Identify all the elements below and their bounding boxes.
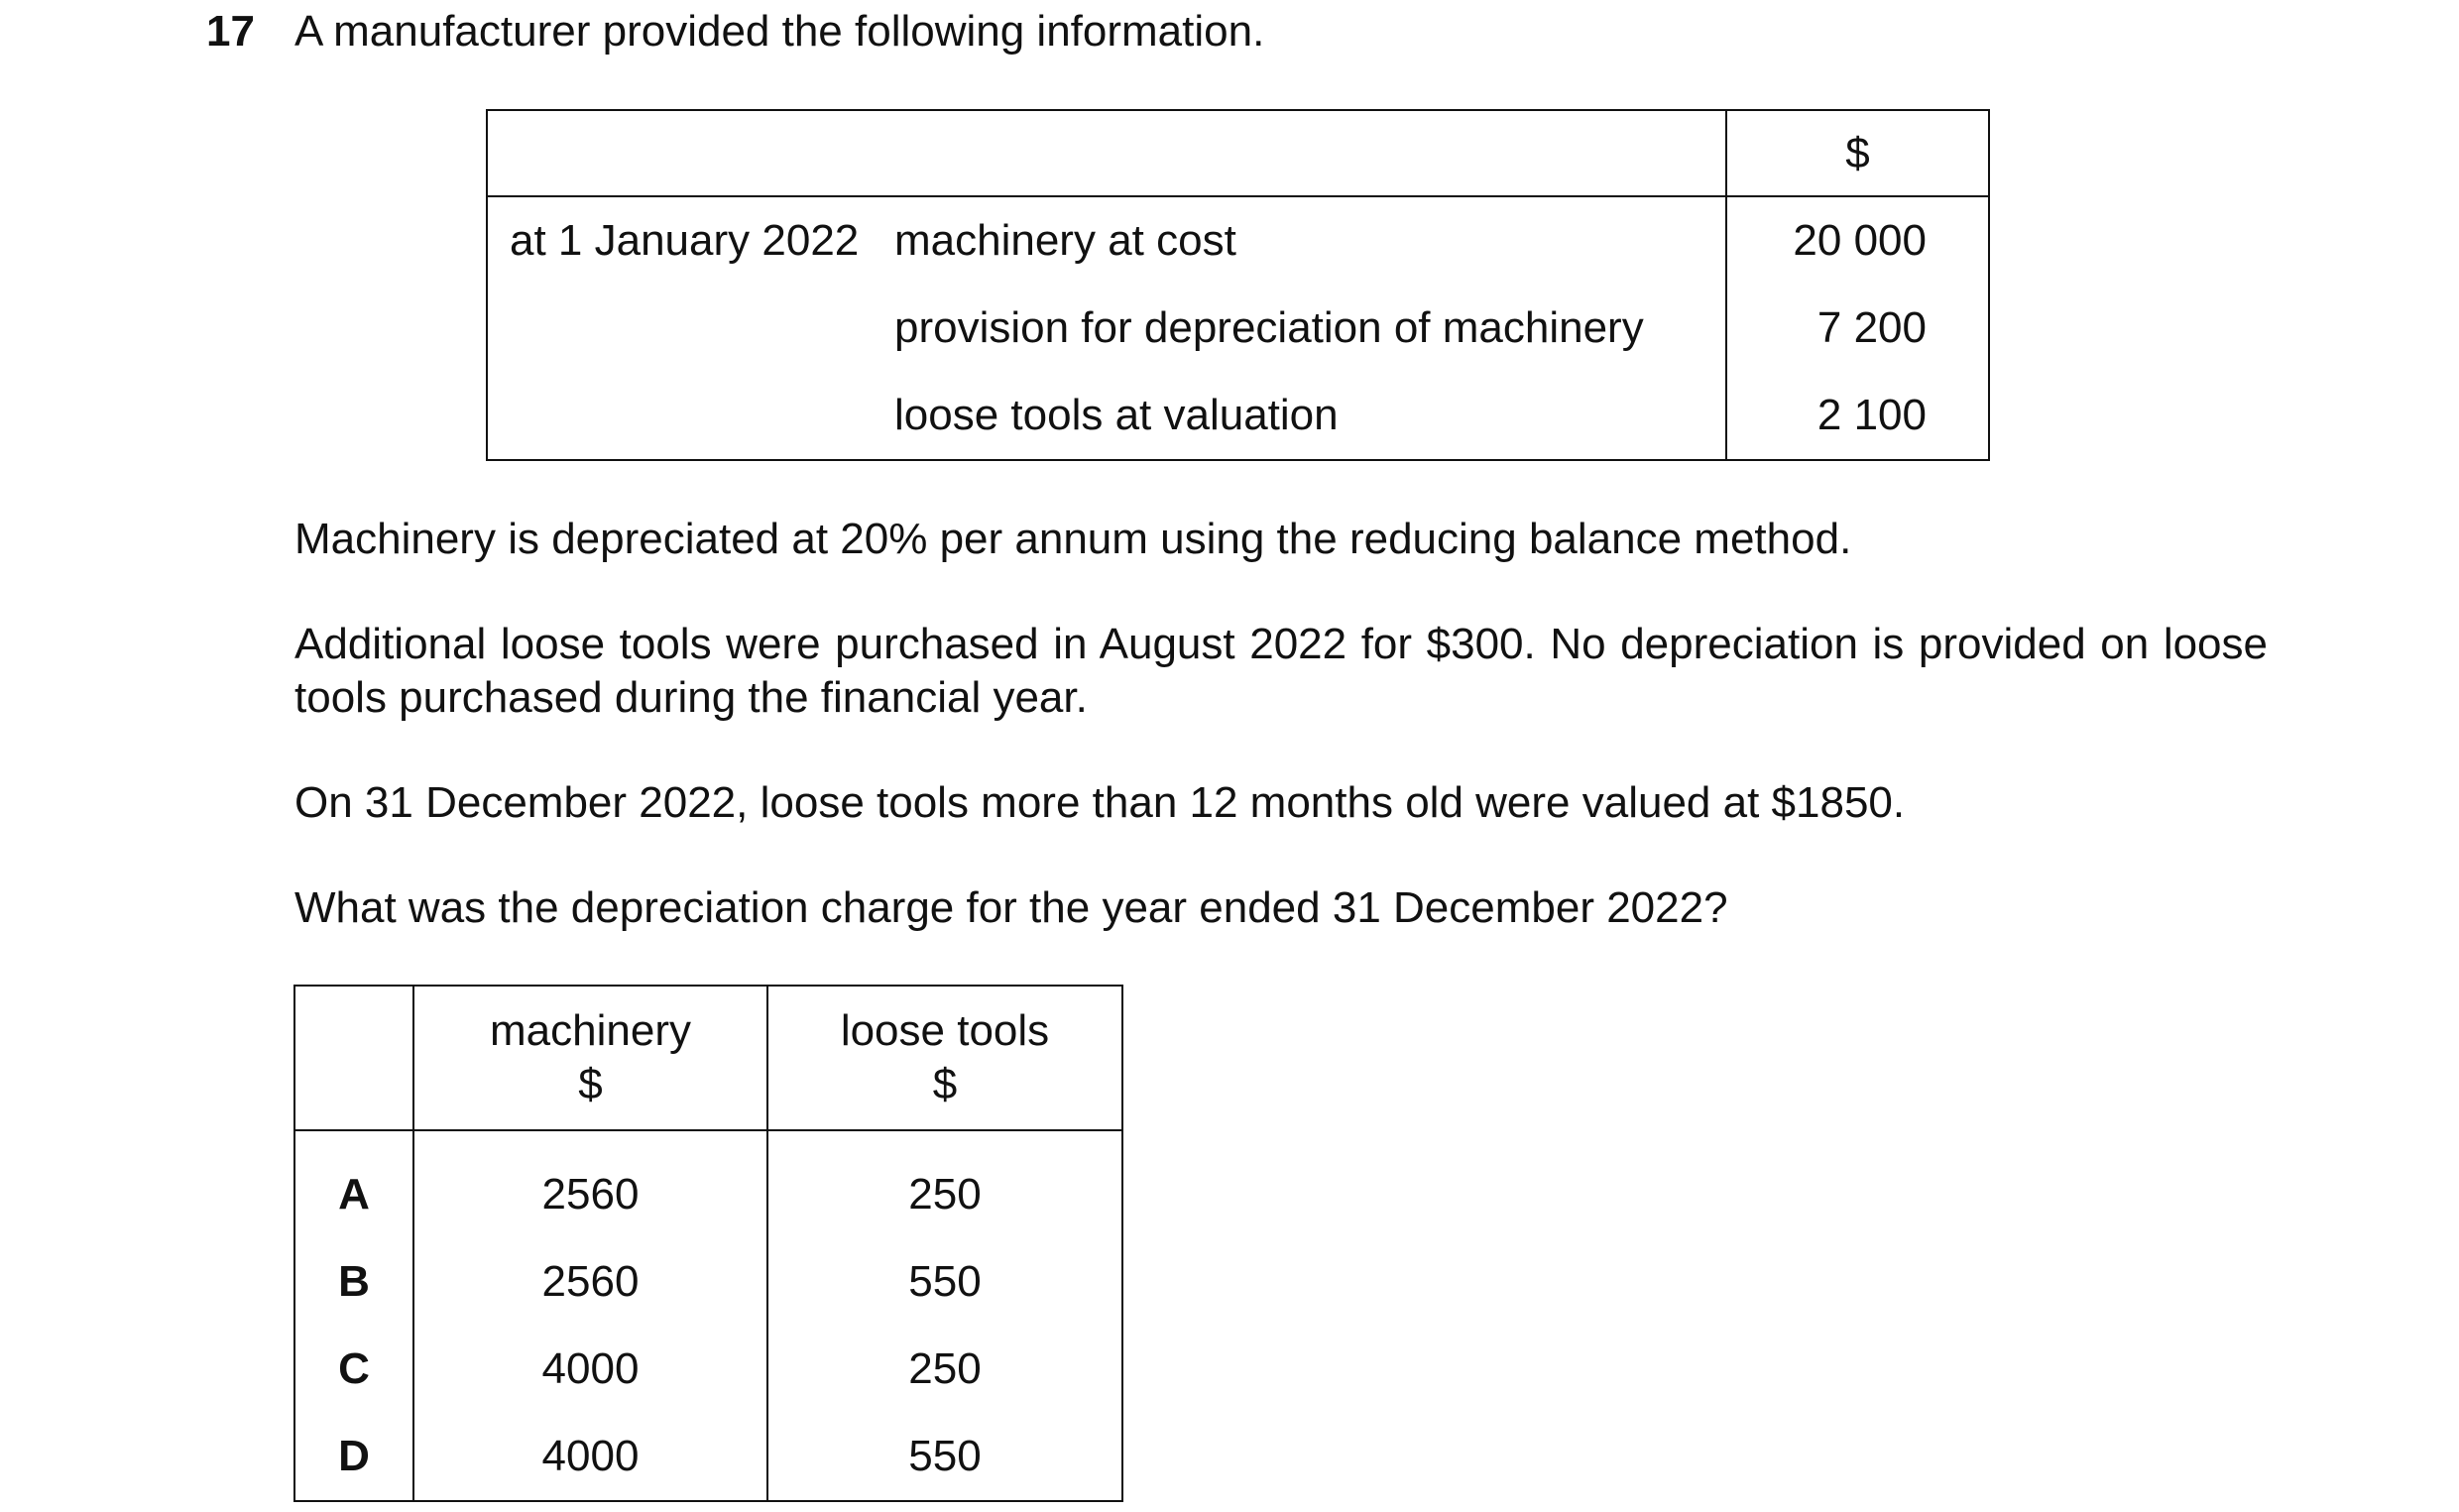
- loose-tools-valuation-text: On 31 December 2022, loose tools more than 12 months old were valued at $1850.: [294, 778, 1906, 827]
- option-loose-tools-value: 550: [767, 1238, 1122, 1326]
- information-table-header: [487, 110, 1989, 196]
- item-amount: 2 100: [1726, 372, 1989, 460]
- date-label: at 1 January 2022: [510, 216, 860, 265]
- item-amount: 7 200: [1726, 285, 1989, 372]
- item-label: loose tools at valuation: [894, 391, 1339, 439]
- option-loose-tools-value: 550: [767, 1413, 1122, 1501]
- information-table-header-blank: [487, 110, 1726, 196]
- loose-tools-column-header: [767, 986, 1122, 1130]
- option-machinery-value: 4000: [413, 1326, 767, 1413]
- answer-options-header: [294, 986, 1122, 1130]
- answer-options-table: [293, 985, 1123, 1502]
- option-letter: A: [294, 1130, 413, 1238]
- machinery-header-label: machinery: [490, 1006, 691, 1055]
- table-row: [487, 372, 1989, 460]
- table-row: [487, 285, 1989, 372]
- answer-option-d[interactable]: [294, 1413, 1122, 1501]
- currency-header: $: [1726, 110, 1989, 196]
- answer-option-a[interactable]: [294, 1130, 1122, 1238]
- information-table: [486, 109, 1990, 461]
- option-machinery-value: 4000: [413, 1413, 767, 1501]
- question-intro: A manufacturer provided the following information.: [294, 7, 1265, 56]
- question-prompt: What was the depreciation charge for the year ended 31 December 2022?: [294, 883, 1728, 932]
- option-machinery-value: 2560: [413, 1130, 767, 1238]
- machinery-header-unit: $: [578, 1060, 603, 1108]
- option-letter: D: [294, 1413, 413, 1501]
- table-row: [487, 196, 1989, 285]
- option-letter: C: [294, 1326, 413, 1413]
- item-label: provision for depreciation of machinery: [894, 303, 1644, 352]
- loose-tools-header-unit: $: [932, 1060, 958, 1108]
- option-letter: B: [294, 1238, 413, 1326]
- answer-option-b[interactable]: [294, 1238, 1122, 1326]
- option-machinery-value: 2560: [413, 1238, 767, 1326]
- option-loose-tools-value: 250: [767, 1326, 1122, 1413]
- depreciation-method-text: Machinery is depreciated at 20% per annum using the reducing balance method.: [294, 515, 1852, 563]
- answer-options-header-blank: [294, 986, 413, 1130]
- machinery-column-header: [413, 986, 767, 1130]
- answer-option-c[interactable]: [294, 1326, 1122, 1413]
- loose-tools-header-label: loose tools: [840, 1006, 1050, 1055]
- question-number: 17: [206, 7, 255, 56]
- loose-tools-purchase-text: Additional loose tools were purchased in August 2022 for $300. No depreciation is provided on loose tools purchased during the financial year.: [294, 620, 2268, 722]
- item-label: machinery at cost: [894, 216, 1236, 265]
- item-amount: 20 000: [1726, 196, 1989, 285]
- option-loose-tools-value: 250: [767, 1130, 1122, 1238]
